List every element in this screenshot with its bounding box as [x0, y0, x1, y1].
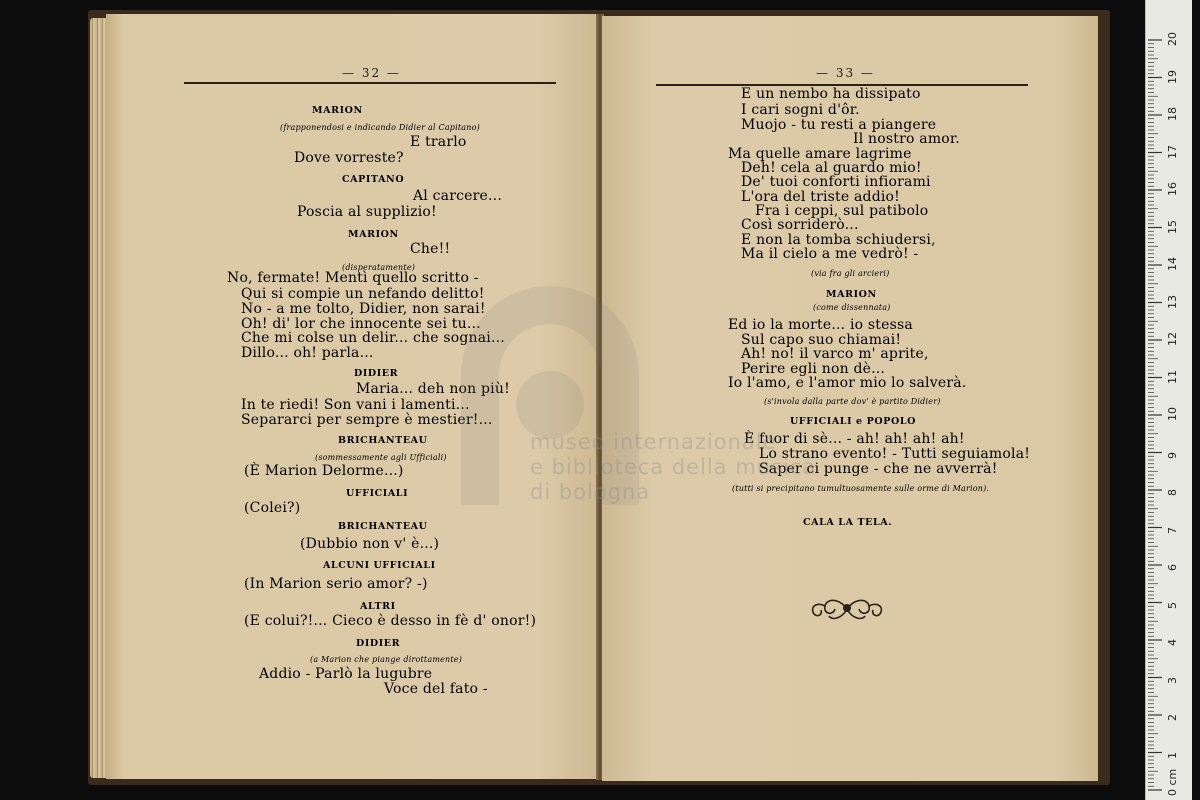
- verse-line: Deh! cela al guardo mio!: [741, 160, 922, 176]
- verse-line: E un nembo ha dissipato: [741, 86, 921, 102]
- speaker-name: DIDIER: [354, 368, 399, 379]
- ruler-number: 12: [1166, 332, 1179, 346]
- ruler-number: 13: [1166, 294, 1179, 309]
- verse-line: Addio - Parlò la lugubre: [259, 666, 433, 682]
- speaker-name: MARION: [312, 105, 363, 116]
- verse-line: Muojo - tu resti a piangere: [741, 117, 937, 133]
- ruler-number: 9: [1166, 451, 1179, 459]
- verse-line: Oh! di' lor che innocente sei tu...: [241, 316, 481, 332]
- ruler-number: 8: [1166, 489, 1179, 496]
- right-page-number: — 33 —: [816, 66, 875, 80]
- verse-line: In te riedi! Son vani i lamenti...: [241, 397, 470, 413]
- verse-line: Che mi colse un delir... che sognai...: [241, 330, 505, 346]
- ruler-number: 2: [1166, 714, 1179, 721]
- verse-line: Ma il cielo a me vedrò! -: [741, 246, 919, 262]
- speaker-name: BRICHANTEAU: [338, 521, 428, 532]
- stage-direction: (frapponendosi e indicando Didier al Capitano): [280, 123, 480, 132]
- verse-line: (E colui?!... Cieco è desso in fè d' onor!): [244, 613, 537, 629]
- ruler-number: 3: [1166, 676, 1179, 684]
- ruler-number: 11: [1166, 369, 1179, 384]
- verse-line: Dillo... oh! parla...: [241, 345, 374, 361]
- verse-line: Voce del fato -: [384, 681, 488, 697]
- verse-line: Ah! no! il varco m' aprite,: [741, 346, 929, 362]
- speaker-name: ALCUNI UFFICIALI: [323, 560, 436, 571]
- stage-direction: (tutti si precipitano tumultuosamente sulle orme di Marion).: [732, 484, 990, 493]
- verse-line: Che!!: [410, 241, 451, 257]
- verse-line: Maria... deh non più!: [356, 381, 510, 397]
- ruler-unit-label: 0 cm: [1166, 768, 1179, 796]
- verse-line: Saper ci punge - che ne avverrà!: [759, 461, 998, 477]
- verse-line: E trarlo: [410, 134, 467, 150]
- ruler-number: 20: [1166, 32, 1179, 46]
- ruler-number: 16: [1166, 182, 1179, 196]
- verse-line: Sul capo suo chiamai!: [741, 332, 902, 348]
- verse-line: Io l'amo, e l'amor mio lo salverà.: [728, 375, 967, 391]
- stage-direction: (disperatamente): [342, 263, 416, 272]
- speaker-name: MARION: [348, 229, 399, 240]
- verse-line: (In Marion serio amor? -): [244, 576, 428, 592]
- watermark-line-2: e biblioteca della musica: [530, 455, 817, 479]
- verse-line: Al carcere...: [413, 188, 502, 204]
- speaker-name: UFFICIALI e POPOLO: [790, 416, 916, 427]
- ruler-number: 19: [1166, 69, 1179, 84]
- verse-line: È fuor di sè... - ah! ah! ah! ah!: [744, 431, 965, 447]
- verse-line: (Dubbio non v' è...): [300, 536, 440, 552]
- watermark-line-1: museo internazionale: [530, 430, 777, 454]
- ruler-number: 7: [1166, 526, 1179, 534]
- verse-line: Così sorriderò...: [741, 217, 859, 233]
- verse-line: Qui si compie un nefando delitto!: [241, 286, 485, 302]
- measurement-ruler: [1145, 0, 1192, 800]
- verse-line: Perire egli non dè...: [741, 361, 886, 377]
- verse-line: Dove vorreste?: [294, 150, 404, 166]
- stage-direction: (s'invola dalla parte dov' è partito Didier): [764, 397, 941, 406]
- speaker-name: MARION: [826, 289, 877, 300]
- verse-line: I cari sogni d'ôr.: [741, 102, 860, 118]
- ruler-number: 10: [1166, 407, 1179, 421]
- verse-line: Poscia al supplizio!: [297, 204, 437, 220]
- stage-direction: (sommessamente agli Ufficiali): [315, 453, 447, 462]
- left-page-number: — 32 —: [342, 66, 401, 80]
- verse-line: De' tuoi conforti infiorami: [741, 174, 931, 190]
- verse-line: (Colei?): [244, 500, 301, 516]
- verse-line: Lo strano evento! - Tutti seguiamola!: [759, 446, 1031, 462]
- verse-line: Il nostro amor.: [853, 131, 960, 147]
- speaker-name: UFFICIALI: [346, 488, 409, 499]
- speaker-name: CAPITANO: [342, 174, 405, 185]
- speaker-name: ALTRI: [360, 601, 396, 612]
- ruler-number: 17: [1166, 144, 1179, 159]
- speaker-name: CALA LA TELA.: [803, 517, 893, 528]
- verse-line: Ma quelle amare lagrime: [728, 146, 912, 162]
- ruler-number: 14: [1166, 257, 1179, 271]
- stage-direction: (via fra gli arcieri): [811, 269, 890, 278]
- verse-line: E non la tomba schiudersi,: [741, 232, 936, 248]
- ruler-number: 4: [1166, 639, 1179, 646]
- verse-line: No, fermate! Mentì quello scritto -: [227, 270, 479, 286]
- speaker-name: DIDIER: [356, 638, 401, 649]
- stage-direction: (a Marion che piange dirottamente): [310, 655, 463, 664]
- verse-line: Separarci per sempre è mestier!...: [241, 412, 493, 428]
- verse-line: L'ora del triste addio!: [741, 189, 900, 205]
- verse-line: Ed io la morte... io stessa: [728, 317, 913, 333]
- stage-direction: (come dissennata): [813, 303, 891, 312]
- ruler-number: 6: [1166, 564, 1179, 571]
- ruler-number: 18: [1166, 107, 1179, 121]
- ruler-number: 15: [1166, 219, 1179, 234]
- watermark-line-3: di bologna: [530, 480, 651, 504]
- ruler-number: 5: [1166, 601, 1179, 609]
- ruler-number: 1: [1166, 751, 1179, 759]
- speaker-name: BRICHANTEAU: [338, 435, 428, 446]
- verse-line: (È Marion Delorme...): [244, 463, 404, 479]
- verse-line: Fra i ceppi, sul patibolo: [755, 203, 929, 219]
- ornament-icon: [807, 594, 887, 624]
- verse-line: No - a me tolto, Didier, non sarai!: [241, 301, 486, 317]
